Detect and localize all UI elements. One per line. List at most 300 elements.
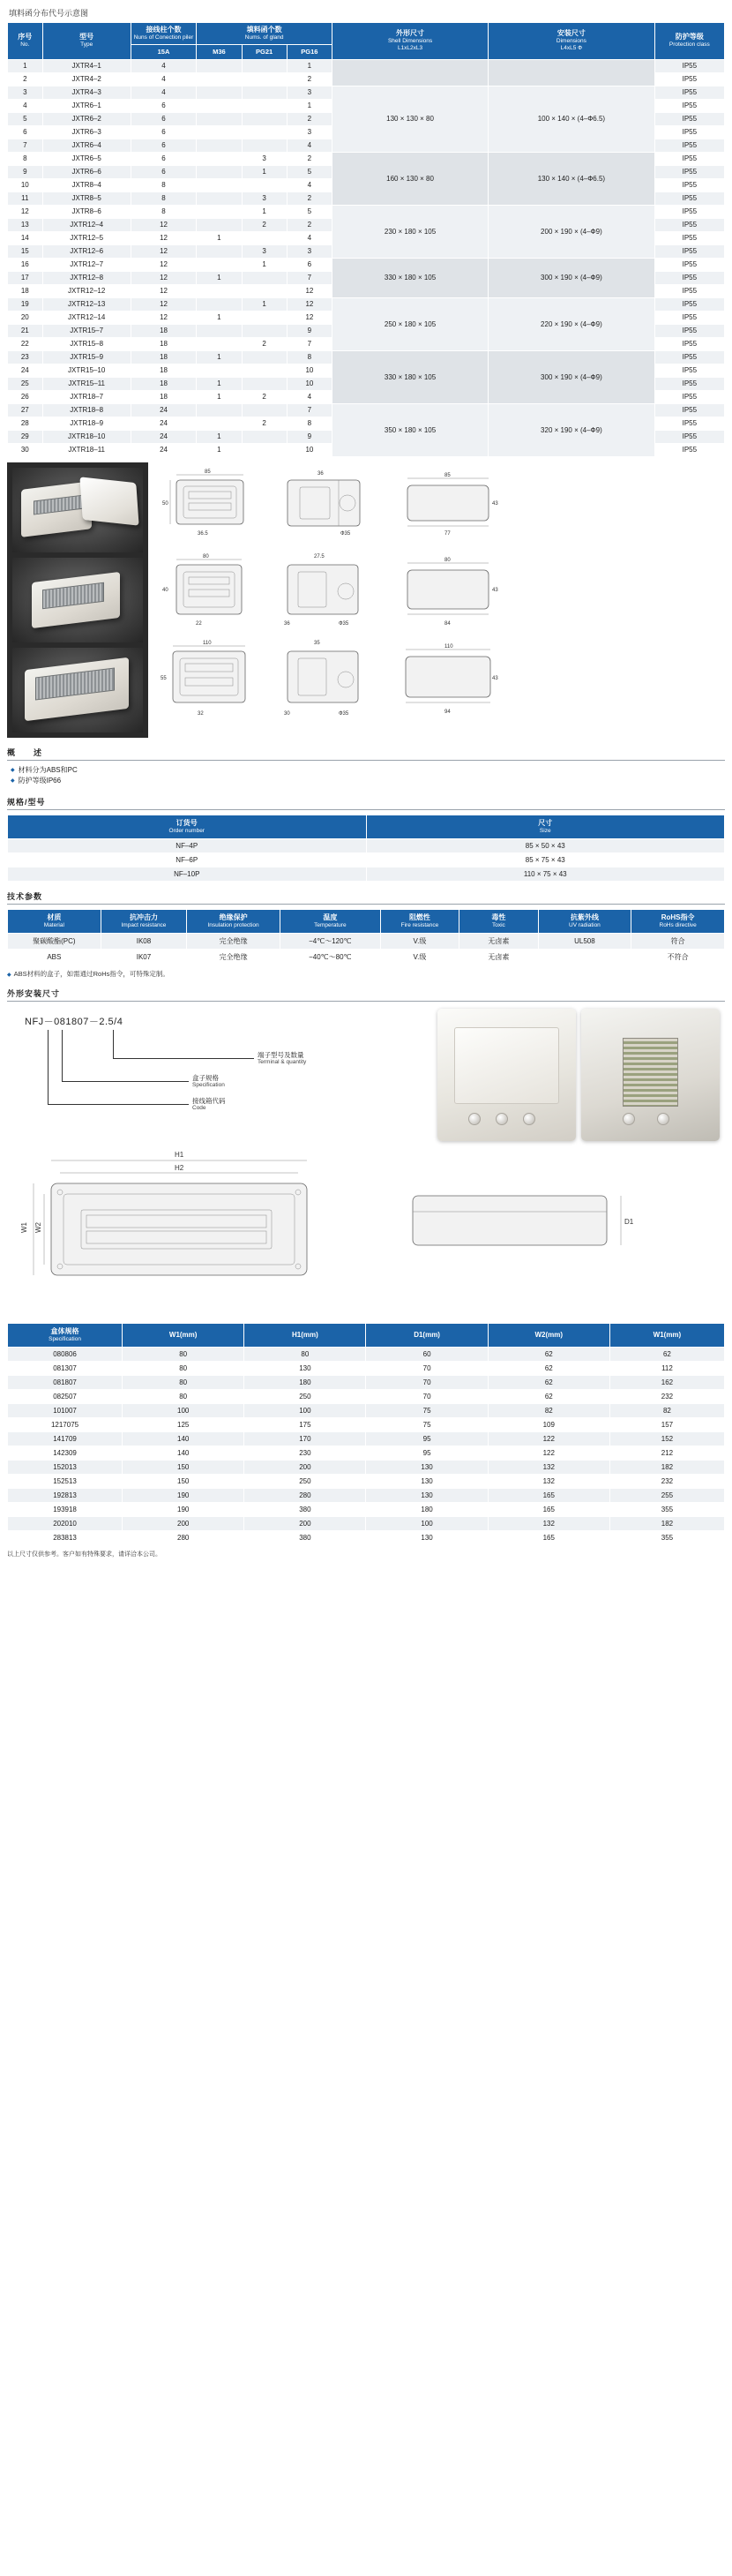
cell-pg21: 3 <box>242 192 287 205</box>
th-15a: 15A <box>131 45 197 59</box>
cell-spec: 142309 <box>8 1446 123 1461</box>
terminal-strip <box>623 1038 678 1107</box>
th-m36: M36 <box>197 45 242 59</box>
cell-pg21 <box>242 59 287 72</box>
cell-order-number: NF–10P <box>8 867 367 882</box>
cell-m36 <box>197 364 242 377</box>
cell-spec: 081307 <box>8 1362 123 1376</box>
cell-15a: 8 <box>131 178 197 192</box>
th-size-col-2: H1(mm) <box>244 1324 366 1348</box>
cell-h1: 250 <box>244 1475 366 1489</box>
cell-protection-class: IP55 <box>654 165 724 178</box>
cell-d1: 100 <box>366 1517 488 1531</box>
cell-type: JXTR18–9 <box>42 417 131 430</box>
cell-pg21 <box>242 125 287 139</box>
cell-pg16: 7 <box>287 337 332 350</box>
cell-15a: 18 <box>131 350 197 364</box>
cell-type: JXTR15–8 <box>42 337 131 350</box>
cell-no: 22 <box>8 337 43 350</box>
cell-pg21 <box>242 72 287 86</box>
cell-pg16: 6 <box>287 258 332 271</box>
th-fire-resistance: 阻燃性 Fire resistance <box>380 910 459 934</box>
svg-text:W2: W2 <box>34 1222 42 1234</box>
cell-protection-class: IP55 <box>654 337 724 350</box>
cell-m36 <box>197 178 242 192</box>
cell-shell-dimensions: 160 × 130 × 80 <box>332 152 489 205</box>
cell-toxic: 无卤素 <box>459 934 538 950</box>
svg-text:43: 43 <box>492 675 498 681</box>
cell-impact: IK08 <box>101 934 187 950</box>
table-row <box>8 934 725 950</box>
cell-m36 <box>197 152 242 165</box>
cell-no: 25 <box>8 377 43 390</box>
cell-pg16: 4 <box>287 178 332 192</box>
cell-h1: 380 <box>244 1531 366 1545</box>
cell-w1: 190 <box>123 1503 244 1517</box>
cell-w2: 62 <box>488 1348 609 1362</box>
svg-text:22: 22 <box>196 620 202 627</box>
cell-no: 12 <box>8 205 43 218</box>
cell-w2: 109 <box>488 1418 609 1432</box>
cell-pg16: 4 <box>287 231 332 244</box>
cell-pg21 <box>242 364 287 377</box>
cell-pg16: 8 <box>287 350 332 364</box>
drawing-row-3 <box>157 634 725 720</box>
cell-pg16: 7 <box>287 403 332 417</box>
cell-no: 30 <box>8 443 43 456</box>
th-size: 尺寸 Size <box>366 815 725 839</box>
cell-pg16: 2 <box>287 112 332 125</box>
cell-w1: 140 <box>123 1446 244 1461</box>
code-heading: 外形安装尺寸 <box>7 989 61 999</box>
legend-specification: 盒子规格 Specification <box>192 1074 225 1089</box>
divider <box>7 809 725 810</box>
cell-m36 <box>197 205 242 218</box>
cell-fire-resistance: V.级 <box>380 950 459 965</box>
cell-d1: 130 <box>366 1531 488 1545</box>
tech-header-row <box>8 910 725 934</box>
cell-w1b: 82 <box>609 1404 724 1418</box>
cell-w1: 150 <box>123 1461 244 1475</box>
cell-d1: 70 <box>366 1362 488 1376</box>
cell-shell-dimensions <box>332 59 489 86</box>
cell-w1: 190 <box>123 1489 244 1503</box>
cell-w1b: 182 <box>609 1517 724 1531</box>
type-code-explanation <box>7 1009 725 1141</box>
cell-type: JXTR12–12 <box>42 284 131 297</box>
cell-w2: 165 <box>488 1489 609 1503</box>
cell-m36 <box>197 192 242 205</box>
cell-spec: 202010 <box>8 1517 123 1531</box>
cell-protection-class: IP55 <box>654 403 724 417</box>
th-gland: 填料函个数 Nums. of gland <box>197 23 332 45</box>
cell-d1: 95 <box>366 1432 488 1446</box>
svg-text:H1: H1 <box>175 1151 184 1160</box>
type-code-text: NFJ－081807－2.5/4 <box>25 1017 123 1028</box>
cell-material: 聚碳酸酯(PC) <box>8 934 101 950</box>
gland-icon <box>496 1113 508 1125</box>
cell-shell-dimensions: 350 × 180 × 105 <box>332 403 489 456</box>
cell-h1: 230 <box>244 1446 366 1461</box>
footnote: 以上尺寸仅供参考。客户如有特殊要求，请详洽本公司。 <box>7 1551 161 1558</box>
cell-15a: 12 <box>131 284 197 297</box>
cell-15a: 6 <box>131 139 197 152</box>
cell-size: 85 × 75 × 43 <box>366 853 725 867</box>
cell-m36 <box>197 324 242 337</box>
cell-15a: 24 <box>131 417 197 430</box>
cell-w2: 62 <box>488 1390 609 1404</box>
cell-protection-class: IP55 <box>654 390 724 403</box>
svg-text:43: 43 <box>492 500 498 507</box>
table-row <box>8 1446 725 1461</box>
svg-text:32: 32 <box>198 710 204 717</box>
table-row <box>8 1475 725 1489</box>
cell-type: JXTR18–11 <box>42 443 131 456</box>
lead-line <box>62 1081 189 1082</box>
page-title: 填料函分布代号示意图 <box>9 9 89 18</box>
th-pg16: PG16 <box>287 45 332 59</box>
drawing-side-85 <box>386 464 501 545</box>
cell-no: 13 <box>8 218 43 231</box>
cell-15a: 12 <box>131 297 197 311</box>
cell-pg16: 9 <box>287 430 332 443</box>
cell-type: JXTR6–6 <box>42 165 131 178</box>
cell-m36: 1 <box>197 311 242 324</box>
svg-text:85: 85 <box>444 472 451 478</box>
cell-m36 <box>197 244 242 258</box>
overview-bullet: ◆ 防护等级IP66 <box>11 776 725 787</box>
cell-m36 <box>197 112 242 125</box>
spec-table <box>7 22 725 457</box>
cell-mount-dimensions <box>489 59 655 86</box>
svg-text:85: 85 <box>205 469 211 475</box>
cell-15a: 8 <box>131 205 197 218</box>
cell-size: 110 × 75 × 43 <box>366 867 725 882</box>
svg-text:36: 36 <box>317 470 324 477</box>
cell-pg21: 1 <box>242 258 287 271</box>
cell-pg21: 1 <box>242 165 287 178</box>
cell-w1b: 112 <box>609 1362 724 1376</box>
cell-15a: 12 <box>131 271 197 284</box>
lead-line <box>113 1058 254 1059</box>
cell-protection-class: IP55 <box>654 364 724 377</box>
cell-pg21 <box>242 231 287 244</box>
cell-size: 85 × 50 × 43 <box>366 839 725 853</box>
tech-note: ◆ ABS材料的盒子，如需通过RoHs指令，可特殊定制。 <box>7 969 725 979</box>
cell-15a: 4 <box>131 72 197 86</box>
overview-bullets <box>11 765 725 788</box>
lead-line <box>62 1030 63 1081</box>
cell-protection-class: IP55 <box>654 152 724 165</box>
drawing-front-110 <box>157 634 261 720</box>
cell-shell-dimensions: 330 × 180 × 105 <box>332 258 489 297</box>
table-row <box>8 1404 725 1418</box>
table-row <box>8 1348 725 1362</box>
cell-type: JXTR8–6 <box>42 205 131 218</box>
cell-spec: 152013 <box>8 1461 123 1475</box>
cell-no: 27 <box>8 403 43 417</box>
th-uv-radiation: 抗紫外线 UV radiation <box>538 910 631 934</box>
cell-pg21 <box>242 178 287 192</box>
svg-text:H2: H2 <box>175 1164 184 1173</box>
cell-protection-class: IP55 <box>654 377 724 390</box>
cell-pg21 <box>242 377 287 390</box>
cell-type: JXTR12–13 <box>42 297 131 311</box>
cell-h1: 200 <box>244 1517 366 1531</box>
cell-m36 <box>197 403 242 417</box>
th-toxic: 毒性 Toxic <box>459 910 538 934</box>
drawing-front-80 <box>157 547 261 632</box>
cell-w2: 122 <box>488 1446 609 1461</box>
cell-m36: 1 <box>197 350 242 364</box>
cell-w1b: 212 <box>609 1446 724 1461</box>
cell-pg16: 12 <box>287 284 332 297</box>
cell-protection-class: IP55 <box>654 430 724 443</box>
order-header-row <box>8 815 725 839</box>
svg-text:36.5: 36.5 <box>198 530 208 537</box>
cell-type: JXTR8–4 <box>42 178 131 192</box>
svg-text:W1: W1 <box>20 1222 28 1234</box>
cell-pg16: 3 <box>287 244 332 258</box>
svg-text:Ф35: Ф35 <box>339 620 349 627</box>
cell-no: 18 <box>8 284 43 297</box>
th-type: 型号 Type <box>42 23 131 60</box>
cell-protection-class: IP55 <box>654 443 724 456</box>
table-row <box>8 403 725 417</box>
cell-15a: 4 <box>131 86 197 99</box>
cell-h1: 250 <box>244 1390 366 1404</box>
cell-uv: UL508 <box>538 934 631 950</box>
th-size-col-1: W1(mm) <box>123 1324 244 1348</box>
cell-spec: 080806 <box>8 1348 123 1362</box>
cell-type: JXTR12–8 <box>42 271 131 284</box>
cell-type: JXTR15–10 <box>42 364 131 377</box>
cell-15a: 12 <box>131 258 197 271</box>
cell-w1: 140 <box>123 1432 244 1446</box>
cell-no: 3 <box>8 86 43 99</box>
cell-protection-class: IP55 <box>654 192 724 205</box>
cell-w1b: 62 <box>609 1348 724 1362</box>
lid-face <box>454 1027 559 1104</box>
cell-pg16: 2 <box>287 218 332 231</box>
cell-pg16: 1 <box>287 59 332 72</box>
cell-protection-class: IP55 <box>654 218 724 231</box>
cell-type: JXTR6–5 <box>42 152 131 165</box>
svg-text:36: 36 <box>284 620 290 627</box>
cell-15a: 24 <box>131 430 197 443</box>
cell-15a: 6 <box>131 165 197 178</box>
cell-w1b: 255 <box>609 1489 724 1503</box>
cell-w2: 122 <box>488 1432 609 1446</box>
order-table <box>7 815 725 882</box>
table-row <box>8 350 725 364</box>
cell-pg16: 10 <box>287 364 332 377</box>
cell-d1: 60 <box>366 1348 488 1362</box>
table-row <box>8 1517 725 1531</box>
product-illustration-band <box>7 462 725 738</box>
table-row <box>8 1503 725 1517</box>
cell-protection-class: IP55 <box>654 112 724 125</box>
cell-mount-dimensions: 220 × 190 × (4–Ф9) <box>489 297 655 350</box>
cell-protection-class: IP55 <box>654 258 724 271</box>
cell-no: 4 <box>8 99 43 112</box>
cell-protection-class: IP55 <box>654 271 724 284</box>
th-size-col-0: 盒体规格 Specification <box>8 1324 123 1348</box>
cell-pg16: 10 <box>287 377 332 390</box>
cell-pg21 <box>242 99 287 112</box>
cell-fire-resistance: V.级 <box>380 934 459 950</box>
cell-15a: 6 <box>131 99 197 112</box>
cell-d1: 70 <box>366 1390 488 1404</box>
cell-15a: 12 <box>131 231 197 244</box>
svg-text:35: 35 <box>314 640 320 646</box>
cell-protection-class: IP55 <box>654 311 724 324</box>
table-row <box>8 1432 725 1446</box>
cell-pg16: 2 <box>287 192 332 205</box>
cell-pg16: 3 <box>287 125 332 139</box>
cell-m36: 1 <box>197 231 242 244</box>
cell-m36 <box>197 59 242 72</box>
cell-no: 7 <box>8 139 43 152</box>
drawing-top-275 <box>270 547 377 632</box>
cell-h1: 100 <box>244 1404 366 1418</box>
cell-type: JXTR6–1 <box>42 99 131 112</box>
tech-table <box>7 909 725 965</box>
cell-m36 <box>197 337 242 350</box>
table-row <box>8 950 725 965</box>
cell-pg21: 2 <box>242 390 287 403</box>
th-order-number: 订货号 Order number <box>8 815 367 839</box>
cell-w1b: 162 <box>609 1376 724 1390</box>
cell-no: 1 <box>8 59 43 72</box>
cell-m36 <box>197 258 242 271</box>
th-no: 序号 No. <box>8 23 43 60</box>
cell-pg21 <box>242 112 287 125</box>
cell-pg16: 5 <box>287 165 332 178</box>
tech-heading: 技术参数 <box>7 892 43 902</box>
cell-15a: 24 <box>131 403 197 417</box>
cell-no: 21 <box>8 324 43 337</box>
cell-w2: 165 <box>488 1531 609 1545</box>
cell-pg16: 4 <box>287 139 332 152</box>
cell-pg21 <box>242 430 287 443</box>
legend-code: 接线箱代码 Code <box>192 1097 226 1112</box>
cell-protection-class: IP55 <box>654 284 724 297</box>
cell-protection-class: IP55 <box>654 231 724 244</box>
cell-w2: 165 <box>488 1503 609 1517</box>
cell-impact: IK07 <box>101 950 187 965</box>
cell-spec: 1217075 <box>8 1418 123 1432</box>
table-row <box>8 853 725 867</box>
svg-text:55: 55 <box>161 675 167 681</box>
cell-mount-dimensions: 320 × 190 × (4–Ф9) <box>489 403 655 456</box>
cell-no: 8 <box>8 152 43 165</box>
cell-h1: 200 <box>244 1461 366 1475</box>
cell-insulation: 完全绝缘 <box>187 950 280 965</box>
cell-d1: 180 <box>366 1503 488 1517</box>
drawing-side-view <box>386 1145 651 1312</box>
svg-text:77: 77 <box>444 530 451 537</box>
product-photo-1 <box>12 468 143 552</box>
cell-no: 10 <box>8 178 43 192</box>
cell-m36 <box>197 99 242 112</box>
product-photo-closed <box>437 1009 576 1141</box>
cell-protection-class: IP55 <box>654 72 724 86</box>
cell-15a: 18 <box>131 324 197 337</box>
cell-mount-dimensions: 300 × 190 × (4–Ф9) <box>489 350 655 403</box>
table-row <box>8 205 725 218</box>
cell-protection-class: IP55 <box>654 244 724 258</box>
cell-d1: 130 <box>366 1461 488 1475</box>
cell-d1: 70 <box>366 1376 488 1390</box>
cell-no: 17 <box>8 271 43 284</box>
gland-icon <box>523 1113 535 1125</box>
svg-text:Ф35: Ф35 <box>340 530 351 537</box>
svg-text:30: 30 <box>284 710 290 717</box>
cell-mount-dimensions: 130 × 140 × (4–Ф6.5) <box>489 152 655 205</box>
lead-line <box>48 1030 49 1104</box>
cell-w1b: 355 <box>609 1503 724 1517</box>
drawing-row-1 <box>157 464 725 545</box>
table-row <box>8 1362 725 1376</box>
cell-m36 <box>197 72 242 86</box>
technical-drawings <box>152 462 725 738</box>
cell-m36 <box>197 139 242 152</box>
cell-w1: 80 <box>123 1376 244 1390</box>
cell-pg16: 12 <box>287 297 332 311</box>
table-row <box>8 839 725 853</box>
cell-w1b: 152 <box>609 1432 724 1446</box>
cell-pg21 <box>242 403 287 417</box>
enclosure-lid-shape <box>79 477 138 525</box>
cell-type: JXTR6–4 <box>42 139 131 152</box>
th-mount-dimensions: 安装尺寸 Dimensions L4xL5 Ф <box>489 23 655 60</box>
legend-terminal: 端子型号及数量 Terminal & quantity <box>258 1051 307 1066</box>
gland-icon <box>468 1113 481 1125</box>
cell-h1: 180 <box>244 1376 366 1390</box>
cell-w2: 132 <box>488 1461 609 1475</box>
cell-15a: 6 <box>131 112 197 125</box>
cell-15a: 12 <box>131 311 197 324</box>
th-protection-class: 防护等级 Protection class <box>654 23 724 60</box>
svg-text:50: 50 <box>162 500 168 507</box>
cell-pg16: 2 <box>287 152 332 165</box>
table-row <box>8 86 725 99</box>
cell-pg21: 2 <box>242 218 287 231</box>
cell-pg16: 3 <box>287 86 332 99</box>
lead-line <box>113 1030 114 1058</box>
cell-m36 <box>197 218 242 231</box>
cell-spec: 081807 <box>8 1376 123 1390</box>
cell-w1: 280 <box>123 1531 244 1545</box>
cell-protection-class: IP55 <box>654 139 724 152</box>
cell-h1: 280 <box>244 1489 366 1503</box>
th-size-col-3: D1(mm) <box>366 1324 488 1348</box>
svg-text:D1: D1 <box>624 1218 634 1227</box>
cell-w1b: 355 <box>609 1531 724 1545</box>
cell-w2: 82 <box>488 1404 609 1418</box>
cell-15a: 12 <box>131 244 197 258</box>
cell-d1: 130 <box>366 1489 488 1503</box>
cell-pg21: 1 <box>242 297 287 311</box>
drawing-top-35 <box>270 634 377 720</box>
cell-protection-class: IP55 <box>654 297 724 311</box>
cell-pg16: 12 <box>287 311 332 324</box>
cell-temperature: −4℃～120℃ <box>280 934 380 950</box>
cell-type: JXTR4–1 <box>42 59 131 72</box>
cell-spec: 193918 <box>8 1503 123 1517</box>
cell-pg16: 8 <box>287 417 332 430</box>
